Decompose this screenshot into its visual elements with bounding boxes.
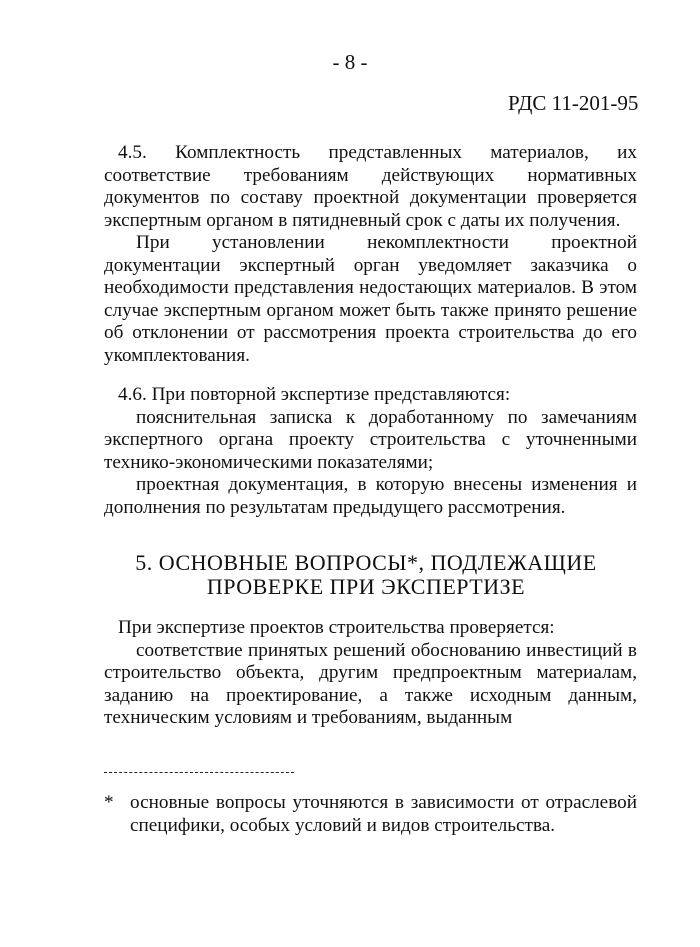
list-item-compliance: соответствие принятых решений обоснованию инвестиций в строительство объекта, другим предпроектным материалам, заданию на проектирование, а также исходным данным, техническим условиям и требованиям, выданным: [104, 639, 637, 728]
section-5-body: [104, 617, 637, 730]
footnote-text: основные вопросы уточняются в зависимости от отраслевой специфики, особых условий и видов строительства.: [130, 792, 637, 836]
page-number: - 8 -: [332, 50, 368, 74]
section-4-6: [104, 384, 637, 519]
paragraph-incompleteness: При установлении некомплектности проектной документации экспертный орган уведомляет заказчика о необходимости представления недостающих материалов. В этом случае экспертным органом может быть также принято решение об отклонении от рассмотрения проекта строительства до его укомплектования.: [104, 232, 637, 366]
section-4-5: [104, 142, 637, 367]
paragraph-4-5: 4.5. Комплектность представленных материалов, их соответствие требованиям действующих нормативных документов по составу проектной документации проверяется экспертным органом в пятидневный срок с даты их получения.: [104, 142, 637, 231]
document-code: РДС 11-201-95: [508, 91, 639, 115]
footnote-divider: [104, 772, 294, 773]
heading-line-2: ПРОВЕРКЕ ПРИ ЭКСПЕРТИЗЕ: [206, 574, 526, 599]
list-item-explanatory-note: пояснительная записка к доработанному по замечаниям экспертного органа проекту строительства с уточненными технико-экономическими показателями;: [104, 406, 637, 473]
footnote-marker: *: [104, 792, 114, 813]
paragraph-section-5-intro: При экспертизе проектов строительства проверяется:: [118, 617, 555, 638]
paragraph-4-6: 4.6. При повторной экспертизе представляются:: [118, 384, 511, 405]
heading-line-1: 5. ОСНОВНЫЕ ВОПРОСЫ*, ПОДЛЕЖАЩИЕ: [135, 550, 597, 575]
section-5-heading: [0, 551, 700, 599]
list-item-project-documentation: проектная документация, в которую внесены изменения и дополнения по результатам предыдущего рассмотрения.: [104, 474, 637, 518]
footnote: [104, 791, 637, 837]
